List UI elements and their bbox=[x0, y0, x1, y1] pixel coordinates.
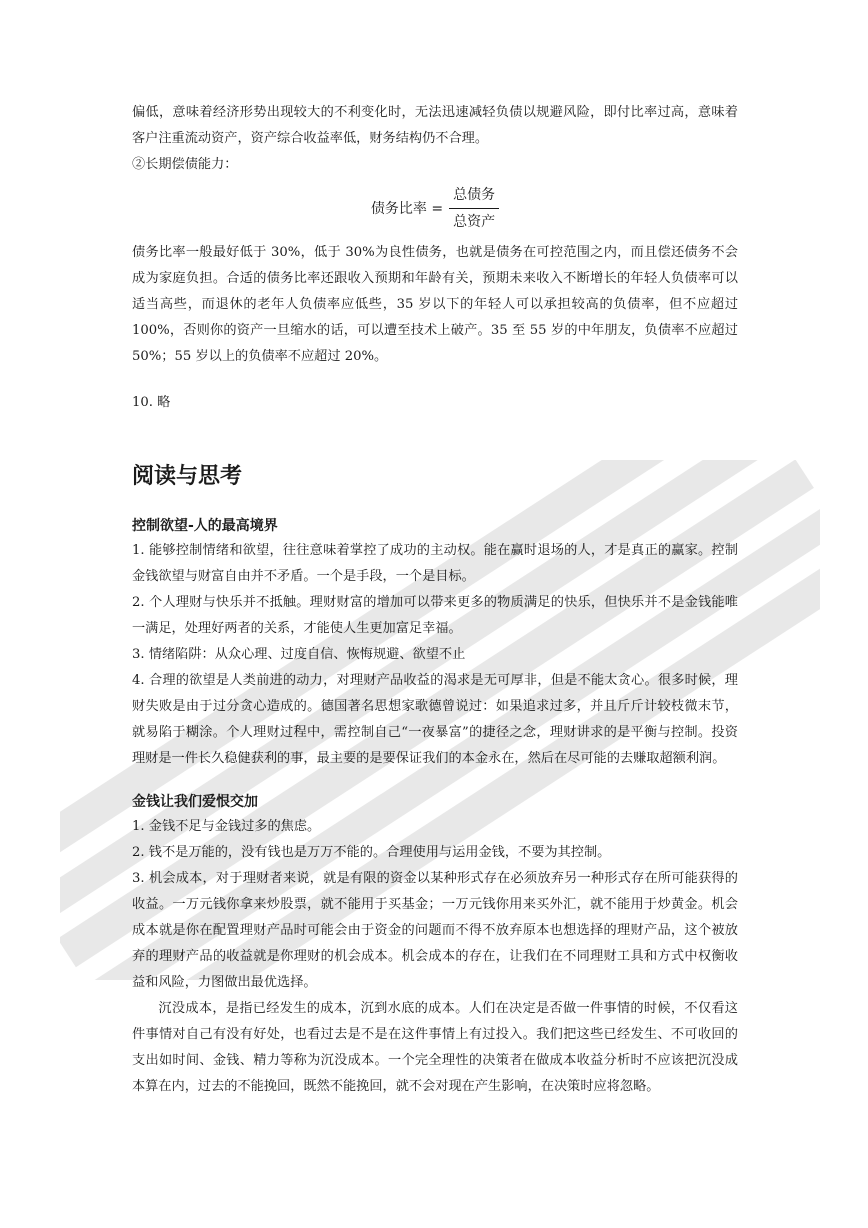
list-item: 1. 能够控制情绪和欲望，往往意味着掌控了成功的主动权。能在赢时退场的人，才是真正的赢家。控制金钱欲望与财富自由并不矛盾。一个是手段，一个是目标。 bbox=[132, 543, 738, 584]
list-item: 4. 合理的欲望是人类前进的动力，对理财产品收益的渴求是无可厚非，但是不能太贪心。很多时候，理财失败是由于过分贪心造成的。德国著名思想家歌德曾说过：如果追求过多，并且斤斤计较枝微末节，就易陷于糊涂。个人理财过程中，需控制自己“一夜暴富”的捷径之念，理财讲求的是平衡与控制。投资理财是一件长久稳健获利的事，最主要的是要保证我们的本金永在，然后在尽可能的去赚取超额利润。 bbox=[132, 673, 738, 766]
formula-denominator: 总资产 bbox=[453, 213, 496, 230]
list-item: 2. 个人理财与快乐并不抵触。理财财富的增加可以带来更多的物质满足的快乐，但快乐并不是金钱能唯一满足，处理好两者的关系，才能使人生更加富足幸福。 bbox=[132, 595, 738, 636]
section-title: 阅读与思考 bbox=[132, 464, 243, 489]
paragraph-sunk-cost: 沉没成本，是指已经发生的成本，沉到水底的成本。人们在决定是否做一件事情的时候，不仅看这件事情对自己有没有好处，也看过去是不是在这件事情上有过投入。我们把这些已经发生、不可收回的支出如时间、金钱、精力等称为沉没成本。一个完全理性的决策者在做成本收益分析时不应该把沉没成本算在内，过去的不能挽回，既然不能挽回，就不会对现在产生影响，在决策时应将忽略。 bbox=[132, 1001, 738, 1094]
debt-ratio-formula bbox=[132, 182, 738, 234]
subsection-heading-control-desire: 控制欲望-人的最高境界 bbox=[132, 518, 278, 534]
list-item: 3. 情绪陷阱：从众心理、过度自信、恢悔规避、欲望不止 bbox=[132, 647, 466, 662]
item-10-omitted: 10. 略 bbox=[132, 395, 171, 410]
subsection-heading-money: 金钱让我们爱恨交加 bbox=[132, 794, 258, 810]
paragraph-liquidity-note: 偏低，意味着经济形势出现较大的不利变化时，无法迅速减轻负债以规避风险，即付比率过高，意味着客户注重流动资产，资产综合收益率低，财务结构仍不合理。 bbox=[132, 105, 738, 146]
list-item: 1. 金钱不足与金钱过多的焦虑。 bbox=[132, 819, 321, 834]
list-item: 3. 机会成本，对于理财者来说，就是有限的资金以某种形式存在必须放弃另一种形式存在所可能获得的收益。一万元钱你拿来炒股票，就不能用于买基金；一万元钱你用来买外汇，就不能用于炒黄金。机会成本就是你在配置理财产品时可能会由于资金的问题而不得不放弃原本也想选择的理财产品，这个被放弃的理财产品的收益就是你理财的机会成本。机会成本的存在，让我们在不同理财工具和方式中权衡收益和风险，力图做出最优选择。 bbox=[132, 871, 738, 990]
paragraph-debt-ratio: 债务比率一般最好低于 30%，低于 30%为良性债务，也就是债务在可控范围之内，而且偿还债务不会成为家庭负担。合适的债务比率还跟收入预期和年龄有关，预期未来收入不断增长的年轻人负债率可以适当高些，而退休的老年人负债率应低些，35 岁以下的年轻人可以承担较高的负债率，但不应超过 100%，否则你的资产一旦缩水的话，可以遭至技术上破产。35 至 55 岁的中年朋友，负债率不应超过 50%；55 岁以上的负债率不应超过 20%。 bbox=[132, 245, 738, 364]
formula-lhs: 债务比率 = bbox=[370, 201, 444, 217]
list-item: 2. 钱不是万能的，没有钱也是万万不能的。合理使用与运用金钱，不要为其控制。 bbox=[132, 845, 611, 860]
long-term-solvency-label: ②长期偿债能力： bbox=[132, 157, 238, 172]
document-page bbox=[132, 100, 738, 1100]
formula-numerator: 总债务 bbox=[449, 185, 499, 209]
formula-fraction bbox=[449, 185, 499, 232]
